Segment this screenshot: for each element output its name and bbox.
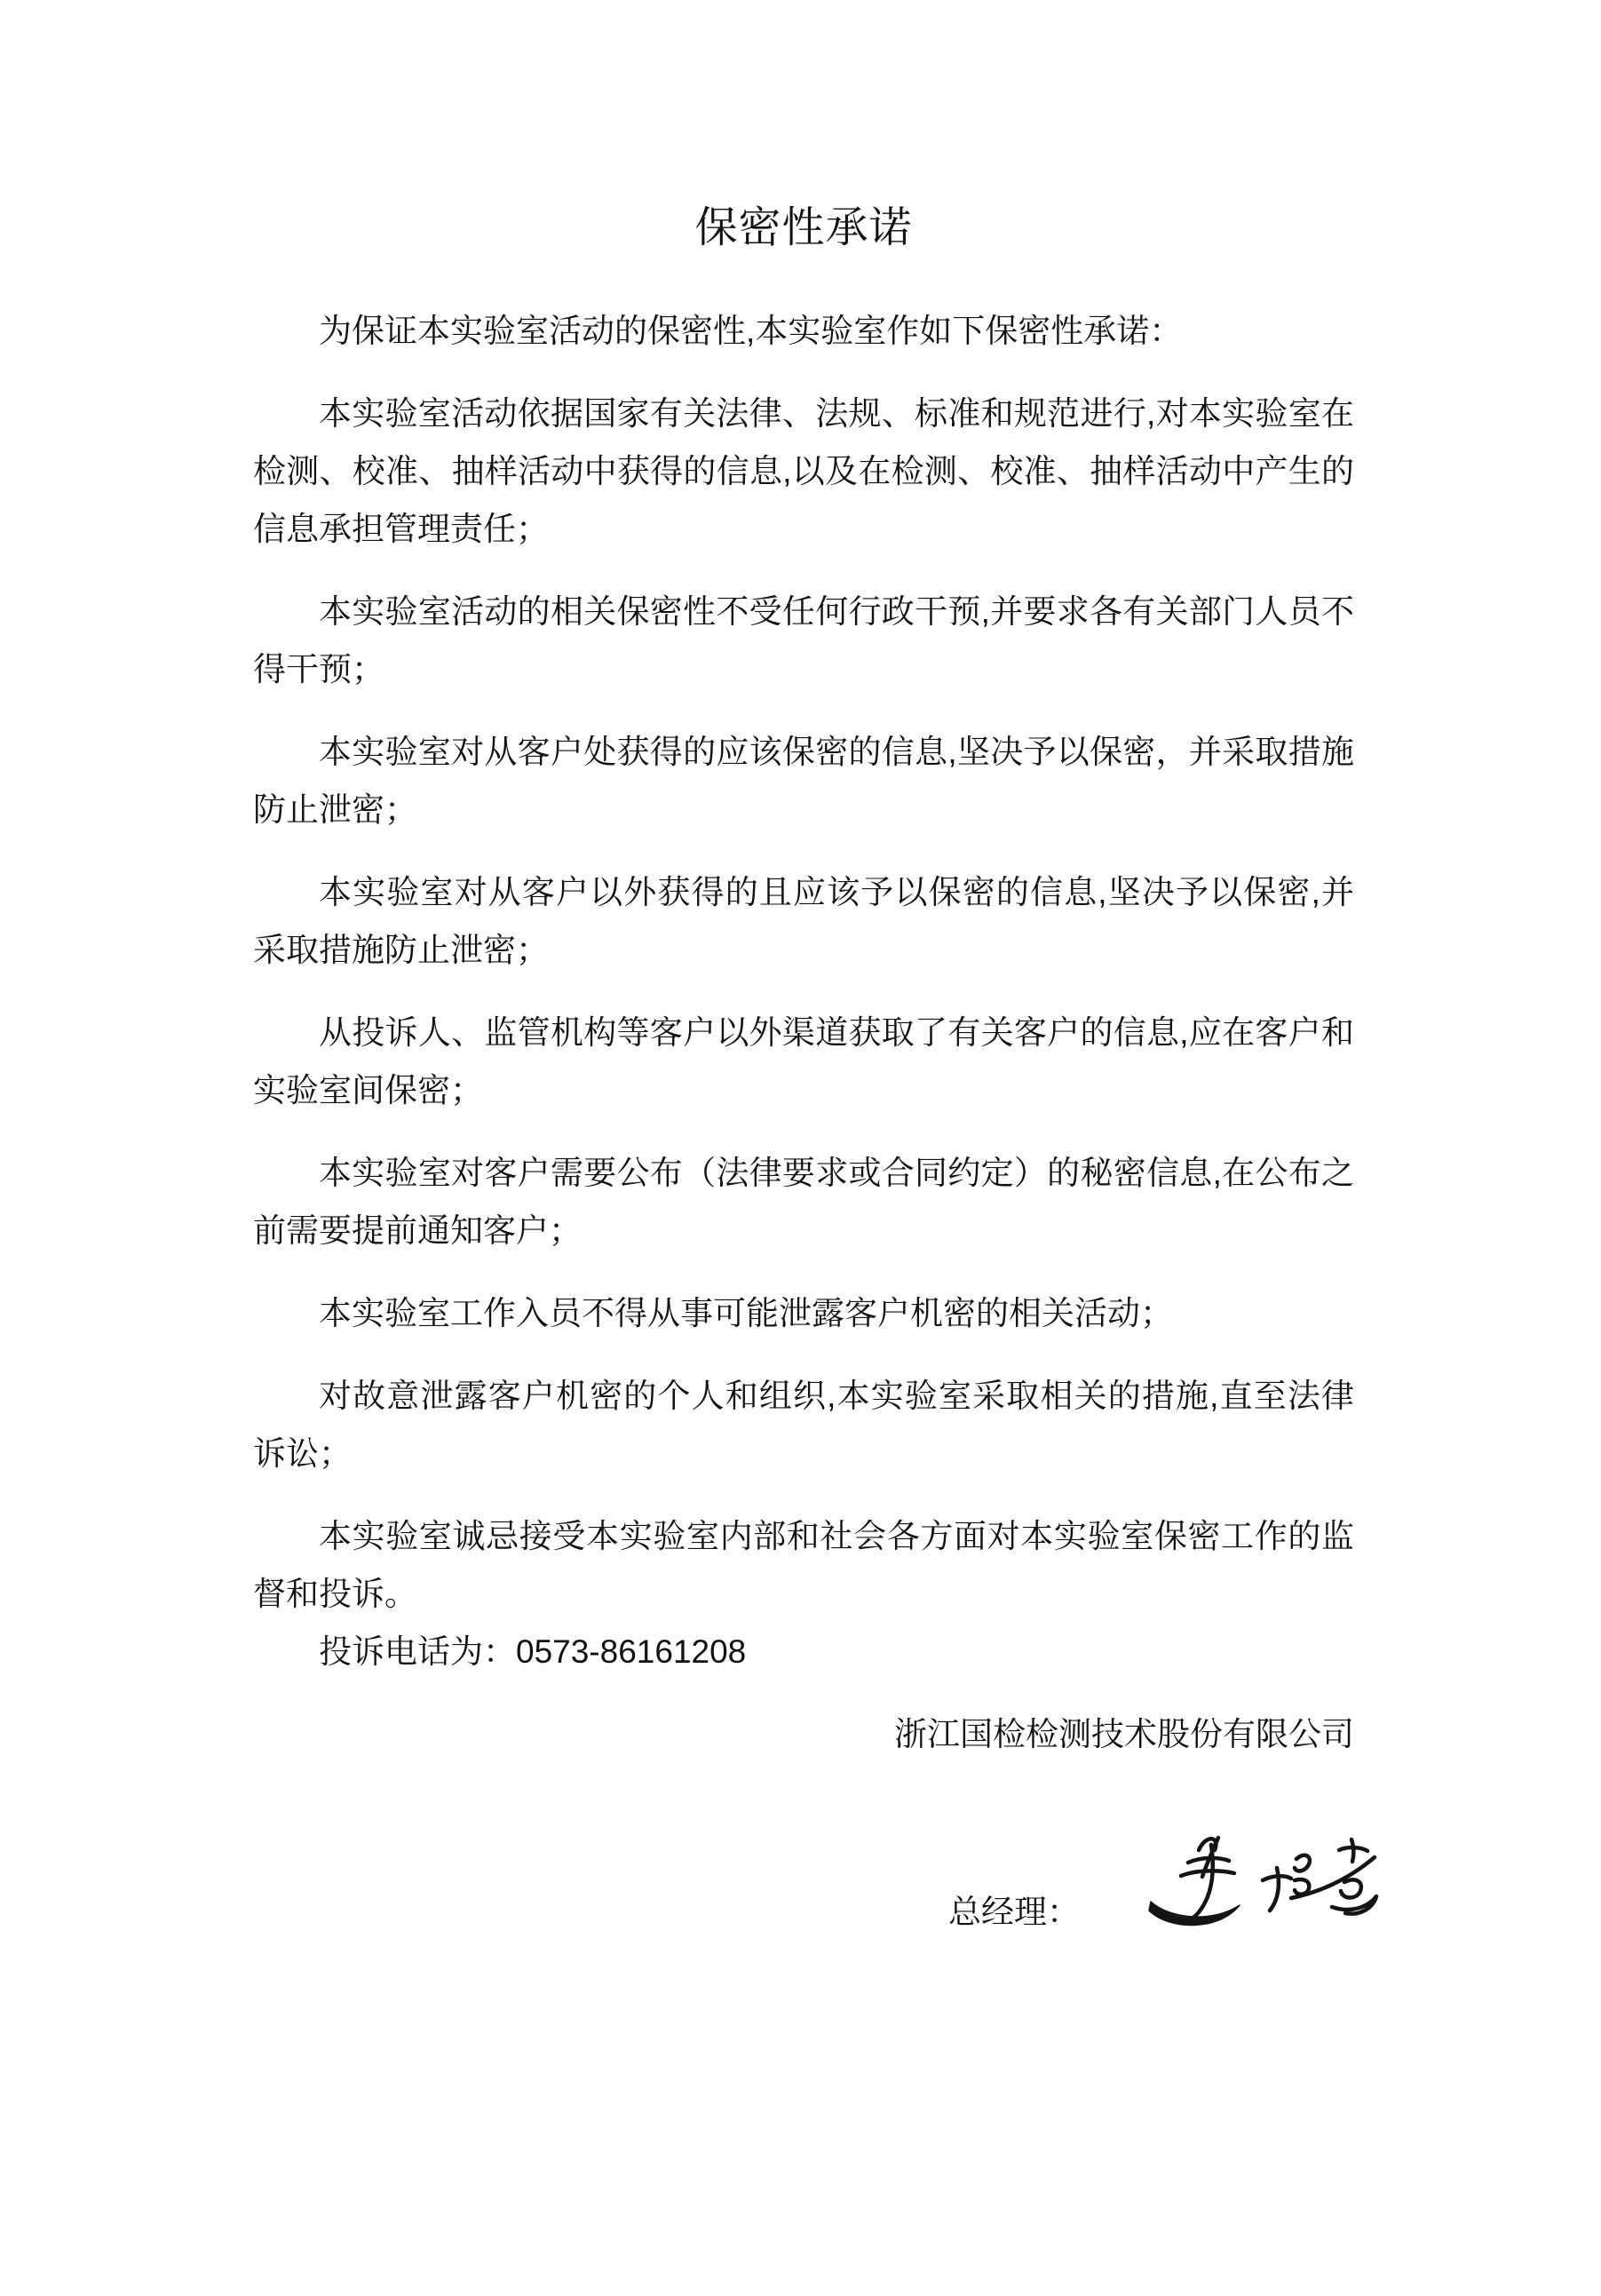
document-body [253, 302, 1354, 1623]
paragraph: 本实验室诚忌接受本实验室内部和社会各方面对本实验室保密工作的监督和投诉。 [253, 1518, 1354, 1612]
paragraph: 本实验室工作入员不得从事可能泄露客户机密的相关活动； [319, 1295, 1173, 1331]
paragraph: 从投诉人、监管机构等客户以外渠道获取了有关客户的信息,应在客户和实验室间保密； [253, 1014, 1354, 1108]
handwritten-signature [1144, 1825, 1392, 1941]
page-title: 保密性承诺 [694, 204, 913, 251]
paragraph: 本实验室活动依据国家有关法律、法规、标准和规范进行,对本实验室在检测、校准、抽样活动中获得的信息,以及在检测、校准、抽样活动中产生的信息承担管理责任； [253, 395, 1354, 547]
signature-row [253, 1816, 1354, 1941]
paragraph: 本实验室对从客户以外获得的且应该予以保密的信息,坚决予以保密,并采取措施防止泄密； [253, 874, 1354, 968]
phone-section [253, 1623, 1354, 1680]
paragraph: 本实验室对从客户处获得的应该保密的信息,坚决予以保密，并采取措施防止泄密； [253, 734, 1354, 828]
paragraph: 为保证本实验室活动的保密性,本实验室作如下保密性承诺： [319, 313, 1183, 349]
paragraph: 本实验室活动的相关保密性不受任何行政干预,并要求各有关部门人员不得干预； [253, 593, 1354, 687]
complaint-phone-line: 投诉电话为：0573-86161208 [319, 1633, 747, 1670]
paragraph: 本实验室对客户需要公布（法律要求或合同约定）的秘密信息,在公布之前需要提前通知客户； [253, 1155, 1354, 1249]
company-name: 浙江国检检测技术股份有限公司 [894, 1716, 1354, 1752]
paragraph: 对故意泄露客户机密的个人和组织,本实验室采取相关的措施,直至法律诉讼； [253, 1378, 1354, 1472]
signature-label: 总经理： [948, 1894, 1080, 1930]
